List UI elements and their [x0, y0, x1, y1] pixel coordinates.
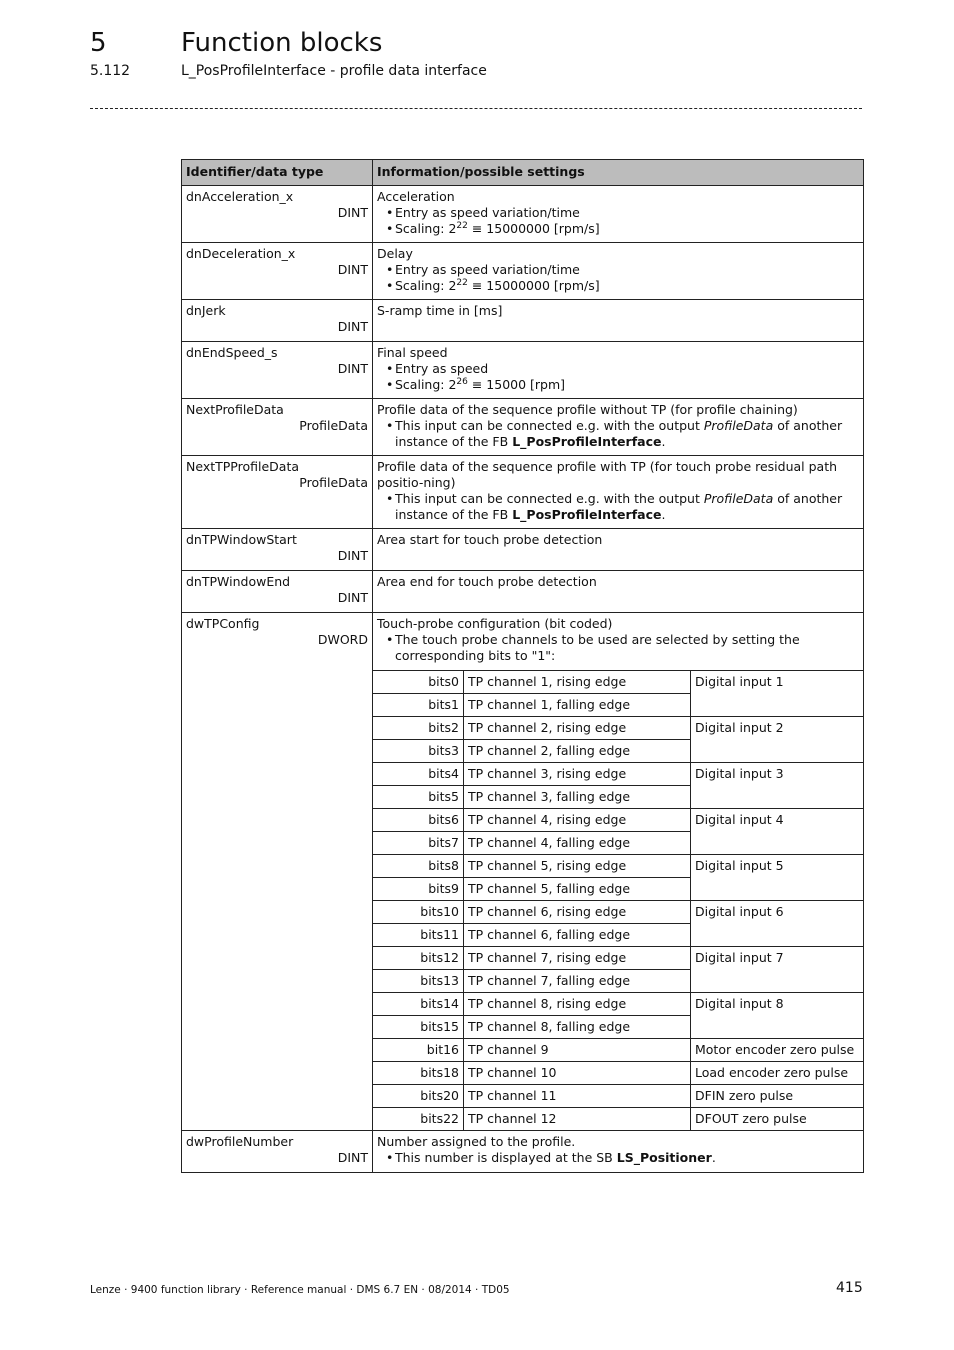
info-cell	[373, 456, 864, 529]
description: Area end for touch probe detection	[377, 574, 597, 589]
bit-number: bit16	[373, 1039, 464, 1062]
bit-number: bits1	[373, 694, 464, 717]
bit-number: bits0	[373, 671, 464, 694]
bit-number: bits4	[373, 763, 464, 786]
info-cell	[373, 571, 864, 613]
bit-number: bits22	[373, 1108, 464, 1131]
bit-description: TP channel 7, rising edge	[464, 947, 691, 970]
bit-description: TP channel 8, rising edge	[464, 993, 691, 1016]
identifier-cell	[182, 342, 373, 399]
identifier-cell	[182, 456, 373, 529]
bit-description: TP channel 11	[464, 1085, 691, 1108]
bit-row	[373, 809, 863, 832]
table-row	[182, 456, 864, 529]
table-row	[182, 186, 864, 243]
bit-number: bits8	[373, 855, 464, 878]
bit-input-source: Digital input 1	[691, 671, 864, 717]
bit-row	[373, 993, 863, 1016]
column-header-identifier: Identifier/data type	[182, 160, 373, 186]
bit-row	[373, 1108, 863, 1131]
identifier-cell	[182, 300, 373, 342]
identifier: NextProfileData	[186, 402, 284, 417]
bit-number: bits18	[373, 1062, 464, 1085]
identifier: NextTPProfileData	[186, 459, 300, 474]
description: S-ramp time in [ms]	[377, 303, 503, 318]
bit-number: bits12	[373, 947, 464, 970]
bit-description: TP channel 5, falling edge	[464, 878, 691, 901]
column-header-information: Information/possible settings	[373, 160, 864, 186]
description: Profile data of the sequence profile without TP (for profile chaining)	[377, 402, 798, 417]
description: Delay	[377, 246, 413, 261]
bit-input-source: Digital input 4	[691, 809, 864, 855]
table-row	[182, 529, 864, 571]
bullet-item: • Scaling: $2^{22} \equiv 15000000$ [rpm/s]	[383, 221, 859, 237]
bit-number: bits7	[373, 832, 464, 855]
identifier: dnTPWindowEnd	[186, 574, 291, 589]
table-row	[182, 399, 864, 456]
table-row	[182, 300, 864, 342]
bit-description: TP channel 4, rising edge	[464, 809, 691, 832]
bullet-item: • This number is displayed at the SB LS_Positioner.	[383, 1150, 859, 1166]
bit-description: TP channel 4, falling edge	[464, 832, 691, 855]
chapter-title: Function blocks	[181, 28, 383, 58]
identifier: dnDeceleration_x	[186, 246, 296, 261]
info-cell	[373, 399, 864, 456]
bit-number: bits20	[373, 1085, 464, 1108]
footer-text: Lenze · 9400 function library · Reference manual · DMS 6.7 EN · 08/2014 · TD05	[90, 1284, 510, 1296]
bit-row	[373, 901, 863, 924]
bit-input-source: Load encoder zero pulse	[691, 1062, 864, 1085]
table-header-row	[182, 160, 864, 186]
bullet-item: • This input can be connected e.g. with the output ProfileData of another instance of the FB L_PosProfileInterface.	[383, 491, 859, 523]
table-row	[182, 342, 864, 399]
table-row	[182, 1131, 864, 1173]
identifier: dnAcceleration_x	[186, 189, 294, 204]
data-type: DINT	[337, 590, 368, 605]
section-title: L_PosProfileInterface - profile data interface	[181, 63, 487, 79]
bit-description: TP channel 2, rising edge	[464, 717, 691, 740]
parameter-table	[181, 159, 864, 1173]
bit-row	[373, 1085, 863, 1108]
chapter-number: 5	[90, 28, 107, 58]
bit-description: TP channel 2, falling edge	[464, 740, 691, 763]
bit-input-source: Digital input 3	[691, 763, 864, 809]
description: Touch-probe configuration (bit coded)	[377, 616, 613, 631]
bit-row	[373, 717, 863, 740]
identifier-cell	[182, 1131, 373, 1173]
bit-number: bits5	[373, 786, 464, 809]
identifier-cell	[182, 186, 373, 243]
data-type: DINT	[337, 319, 368, 334]
bit-description: TP channel 6, falling edge	[464, 924, 691, 947]
bit-description: TP channel 1, rising edge	[464, 671, 691, 694]
bit-input-source: Digital input 2	[691, 717, 864, 763]
bit-number: bits10	[373, 901, 464, 924]
section-number: 5.112	[90, 63, 131, 79]
bit-row	[373, 1062, 863, 1085]
bit-input-source: DFOUT zero pulse	[691, 1108, 864, 1131]
identifier-cell	[182, 399, 373, 456]
bit-row	[373, 763, 863, 786]
bit-description: TP channel 3, rising edge	[464, 763, 691, 786]
bit-number: bits3	[373, 740, 464, 763]
bullet-item: • Scaling: $2^{22} \equiv 15000000$ [rpm/s]	[383, 278, 859, 294]
bit-input-source: Digital input 6	[691, 901, 864, 947]
data-type: DINT	[337, 205, 368, 220]
identifier: dnTPWindowStart	[186, 532, 297, 547]
bit-description: TP channel 8, falling edge	[464, 1016, 691, 1039]
bullet-item: • Scaling: $2^{26} \equiv 15000$ [rpm]	[383, 377, 859, 393]
bit-number: bits13	[373, 970, 464, 993]
bit-description: TP channel 5, rising edge	[464, 855, 691, 878]
info-cell	[373, 300, 864, 342]
data-type: DINT	[337, 361, 368, 376]
table-row	[182, 613, 864, 1131]
bit-number: bits11	[373, 924, 464, 947]
info-cell	[373, 342, 864, 399]
description: Number assigned to the profile.	[377, 1134, 576, 1149]
bit-number: bits14	[373, 993, 464, 1016]
identifier-cell	[182, 571, 373, 613]
table-row	[182, 243, 864, 300]
bit-description: TP channel 10	[464, 1062, 691, 1085]
bit-input-source: Digital input 5	[691, 855, 864, 901]
identifier: dwProfileNumber	[186, 1134, 294, 1149]
bullet-item: • Entry as speed	[383, 361, 859, 377]
bit-description: TP channel 12	[464, 1108, 691, 1131]
bullet-item: • Entry as speed variation/time	[383, 205, 859, 221]
header-divider	[90, 108, 862, 109]
description: Area start for touch probe detection	[377, 532, 603, 547]
identifier: dwTPConfig	[186, 616, 260, 631]
bit-description: TP channel 3, falling edge	[464, 786, 691, 809]
bit-input-source: DFIN zero pulse	[691, 1085, 864, 1108]
identifier: dnEndSpeed_s	[186, 345, 278, 360]
bit-row	[373, 947, 863, 970]
bullet-item: • Entry as speed variation/time	[383, 262, 859, 278]
bit-description: TP channel 1, falling edge	[464, 694, 691, 717]
bit-input-source: Motor encoder zero pulse	[691, 1039, 864, 1062]
data-type: DWORD	[317, 632, 368, 647]
info-cell	[373, 243, 864, 300]
bit-description: TP channel 7, falling edge	[464, 970, 691, 993]
bit-number: bits2	[373, 717, 464, 740]
bit-description: TP channel 6, rising edge	[464, 901, 691, 924]
bit-input-source: Digital input 8	[691, 993, 864, 1039]
bit-row	[373, 1039, 863, 1062]
bullet-item: • This input can be connected e.g. with the output ProfileData of another instance of the FB L_PosProfileInterface.	[383, 418, 859, 450]
description: Profile data of the sequence profile with TP (for touch probe residual path positio-ning)	[377, 459, 838, 490]
bit-description: TP channel 9	[464, 1039, 691, 1062]
data-type: ProfileData	[299, 418, 368, 433]
description: Acceleration	[377, 189, 455, 204]
page-number: 415	[836, 1280, 863, 1296]
description: Final speed	[377, 345, 448, 360]
data-type: ProfileData	[299, 475, 368, 490]
info-cell	[373, 613, 864, 1131]
data-type: DINT	[337, 1150, 368, 1165]
info-cell	[373, 186, 864, 243]
bit-table	[373, 670, 863, 1130]
data-type: DINT	[337, 548, 368, 563]
identifier-cell	[182, 529, 373, 571]
data-type: DINT	[337, 262, 368, 277]
identifier: dnJerk	[186, 303, 226, 318]
info-cell	[373, 529, 864, 571]
bit-number: bits9	[373, 878, 464, 901]
bit-number: bits15	[373, 1016, 464, 1039]
bullet-item: • The touch probe channels to be used are selected by setting the corresponding bits to "1":	[383, 632, 859, 664]
info-cell	[373, 1131, 864, 1173]
bit-number: bits6	[373, 809, 464, 832]
bit-row	[373, 855, 863, 878]
bit-row	[373, 671, 863, 694]
identifier-cell	[182, 613, 373, 1131]
table-row	[182, 571, 864, 613]
bit-input-source: Digital input 7	[691, 947, 864, 993]
identifier-cell	[182, 243, 373, 300]
